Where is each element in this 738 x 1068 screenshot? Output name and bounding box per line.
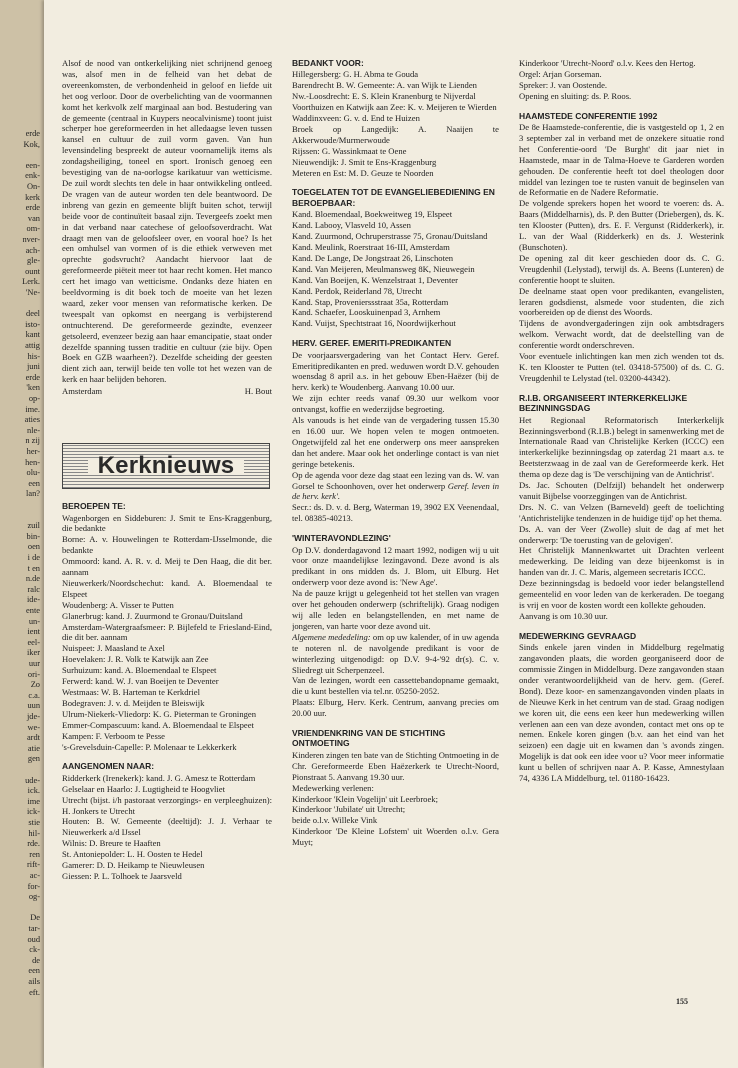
emeriti-contact: Secr.: ds. D. v. d. Berg, Waterman 19, 3902 EX Veenendaal, tel. 08385-40213. bbox=[292, 502, 499, 524]
previous-page-fragment: her- bbox=[26, 447, 40, 456]
previous-page-fragment: nver- bbox=[22, 235, 40, 244]
heading-aangenomen: AANGENOMEN NAAR: bbox=[62, 761, 155, 772]
heading-winteravondlezing: 'WINTERAVONDLEZING' bbox=[292, 533, 391, 544]
previous-page-fragment: og- bbox=[28, 892, 40, 902]
previous-page-fragment: een bbox=[28, 478, 40, 488]
previous-page-fragment: t en bbox=[27, 563, 40, 573]
beroepen-list: Wagenborgen en Siddeburen: J. Smit te Ens-Kraggenburg, die bedankte Borne: A. v. Houwelingen te Rotterdam-IJsselmonde, die bedankte Ommoord: kand. A. R. v. d. Meij te Den Haag, die dit ber. aannam Nieuwerkerk/Noordschechut: kand. A. Bloemendaal te Elspeet Woudenberg: A. Visser te Putten Glanerbrug: kand. J. Zuurmond te Gronau/Duitsland Amsterdam-Watergraafsmeer: P. Bijlefeld te Friesland-Eind, die dit ber. aannam Nuispeet: J. Maasland te Axel Hoevelaken: J. R. Volk te Katwijk aan Zee Surhuizum: kand. A. Bloemendaal te Elspeet Ferwerd: kand. W. J. van Boeijen te Deventer Westmaas: W. B. Harteman te Kerkdriel Bodegraven: J. v. d. Meijden te Bleiswijk Ulrum-Niekerk-Vliedorp: K. G. Pieterman te Groningen Emmer-Compascuum: kand. A. Bloemendaal te Elspeet Kampen: F. Verboom te Pesse 's-Grevelsduin-Capelle: P. Molenaar te Lekkerkerk bbox=[62, 512, 272, 752]
previous-page-fragment: c.a. bbox=[28, 690, 40, 700]
previous-page-fragment: Lerk. bbox=[22, 277, 40, 287]
emeriti-text bbox=[292, 350, 499, 525]
previous-page-fragment: ori- bbox=[27, 669, 40, 679]
previous-page-fragment: zuil bbox=[27, 521, 40, 531]
section-title: Kerknieuws bbox=[88, 459, 245, 474]
previous-page-fragment: rde. bbox=[27, 839, 40, 849]
previous-page-fragment: ralc bbox=[27, 584, 40, 594]
previous-page-fragment: ach- bbox=[25, 245, 40, 255]
previous-page-fragment: ick. bbox=[27, 786, 40, 796]
previous-page-fragment: atie bbox=[27, 743, 40, 753]
previous-page-fragment: ude- bbox=[25, 775, 40, 785]
column-1 bbox=[62, 58, 272, 882]
previous-page-fragment: enk- bbox=[25, 171, 40, 181]
previous-page-fragment: ime bbox=[27, 796, 40, 806]
previous-page-fragment: 'Ne- bbox=[25, 288, 40, 297]
previous-page-fragment: van bbox=[27, 213, 40, 223]
emeriti-topic: Geref. leven in de herv. kerk'. bbox=[292, 480, 499, 502]
previous-page-fragment: oud bbox=[27, 934, 40, 944]
previous-page-fragment: un- bbox=[28, 616, 40, 626]
heading-rib: R.I.B. ORGANISEERT INTERKERKELIJKE BEZINNINGSDAG bbox=[519, 392, 688, 414]
previous-page-fragment: rift- bbox=[26, 860, 40, 870]
previous-page-fragment: we- bbox=[27, 722, 40, 732]
previous-page-fragment: oen bbox=[27, 542, 40, 552]
previous-page-fragment: uur bbox=[28, 659, 40, 668]
magazine-page bbox=[44, 0, 738, 1068]
previous-page-fragment: bin- bbox=[26, 531, 40, 541]
previous-page-fragment: uun bbox=[27, 701, 40, 711]
previous-page-fragment: ente bbox=[26, 606, 40, 615]
rib-text: Het Regionaal Reformatorisch Interkerkelijk Bezinningsverbond (R.I.B.) belegt in samenwerking met de Internationale Raad van Christelijke Kerken (ICCC) een interkerkelijke bezinningsdag op zaterdag 21 maart a.s. te Beetsterzwaag in de zaal van de Gereformeerde kerk. Het thema op deze dag is 'De verschijning van de Antichrist'. Ds. Jac. Schouten (Delfzijl) behandelt het onderwerp vanuit Bijbelse voorzeggingen van de Antichrist. Drs. N. C. van Velzen (Barneveld) geeft de toelichting 'Antichristelijke tendenzen in de huidige tijd' op het thema. Ds. A. van der Veer (Zwolle) sluit de dag af met het onderwerp: 'De toerusting van de gelovigen'. Het Christelijk Mannenkwartet uit Drachten verleent medewerking. De leiding van deze bijeenkomst is in handen van dr. J. C. Maris, algemeen secretaris ICCC. Deze bezinningsdag is bedoeld voor ieder belangstellend gemeentelid en voor leden van de kerkeraden. De toegang is vrij en voor de kosten wordt een kollekte gehouden. Aanvang is om 10.30 uur. bbox=[519, 414, 724, 621]
previous-page-fragment: ails bbox=[28, 977, 40, 986]
previous-page-fragment: om- bbox=[26, 224, 40, 234]
haamstede-text: De 8e Haamstede-conferentie, die is vastgesteld op 1, 2 en 3 september zal in verband met de onzekere situatie rond het Conferentie-oord 'De Burght' dit jaar niet in Haamstede, maar in de Talma-Hoeve te Garderen worden gehouden. De conferentie heeft tot doel theologen door middel van lezingen toe te rusten vanuit de beginselen van de Reformatie en de Nadere Reformatie. De volgende sprekers hopen het woord te voeren: ds. A. Baars (Middelharnis), ds. P. den Butter (Driebergen), ds. K. ten Klooster (Putten), drs. E. F. Vergunst (Ridderkerk), ir. L. van der Waal (Ridderkerk) en ds. J. Westerink (Bunschoten). De opening zal dit keer geschieden door ds. C. G. Vreugdenhil (Lelystad), terwijl ds. A. Beens (Lunteren) de conferentie hoopt te sluiten. De deelname staat open voor predikanten, evangelisten, leraren godsdienst, alsmede voor studenten, die zich voorbereiden op de dienst des Woords. Tijdens de avondvergaderingen zijn ook ambtsdragers welkom. Verwacht wordt, dat de deelstelling van de conferentie wordt onderschreven. Voor eventuele inlichtingen kan men zich wenden tot ds. K. ten Klooster te Putten (tel. 03418-57500) of ds. C. G. Vreugdenhil te Lelystad (tel. 03200-44342). bbox=[519, 122, 724, 383]
emeriti-body: De voorjaarsvergadering van het Contact Herv. Geref. Emeritipredikanten en pred. weduwen wordt D.V. gehouden woensdag 8 april a.s. in het gebouw Eben-Haëzer (bij de herv. kerk) te Woudenberg. Aanvang 10.00 uur. We zijn echter reeds vanaf 09.30 uur welkom voor ontvangst, koffie en wederzijdse begroeting. Als vanouds is het einde van de vergadering tussen 15.30 en 16.00 uur. We hopen velen te mogen ontmoeten. Ongetwijfeld zal het ene onderwerp ons meer aanspreken dan het andere. Maar ook het onderlinge contact is van niet geringe betekenis. Op de agenda voor deze dag staat een lezing van ds. W. van Gorsel te Schoonhoven, over het onderwerp bbox=[292, 349, 499, 491]
previous-page-fragment: n zij bbox=[25, 436, 40, 446]
previous-page-fragment: ac- bbox=[29, 871, 40, 880]
previous-page-fragment: isto- bbox=[25, 319, 40, 329]
signature-author: H. Bout bbox=[244, 386, 272, 397]
previous-page-fragment: juni bbox=[26, 362, 40, 372]
heading-bedankt: BEDANKT VOOR: bbox=[292, 58, 364, 68]
previous-page-fragment: een- bbox=[25, 160, 40, 170]
previous-page-fragment: stie bbox=[28, 818, 40, 827]
column-2 bbox=[292, 58, 499, 848]
previous-page-fragment: de bbox=[32, 955, 40, 965]
page-number: 155 bbox=[676, 997, 688, 1006]
previous-page-fragment: Kok, bbox=[23, 139, 40, 149]
previous-page-fragment: erde bbox=[25, 372, 40, 382]
previous-page-fragment: hen- bbox=[25, 457, 40, 467]
previous-page-fragment: lan? bbox=[26, 489, 40, 499]
heading-emeriti: HERV. GEREF. EMERITI-PREDIKANTEN bbox=[292, 338, 452, 349]
heading-medewerking: MEDEWERKING GEVRAAGD bbox=[519, 630, 637, 641]
medewerking-text: Sinds enkele jaren vinden in Middelburg regelmatig zangavonden plaats, die worden georganiseerd door de commissie Zingen in Middelburg. Deze zangavonden staan onder verantwoordelijkheid van de herv. gem. (Geref. Bond). Deze koor- en samenzangavonden vinden plaats in de Nieuwe Kerk in het centrum van de stad. Graag nodigen we koren uit, die eens een keer hun medewerking willen verlenen aan een van deze avonden, contact met ons op te nemen. Enkele koren gingen (b.v. aan het eind van het seizoen) een dagje uit en kwamen dan 's avonds zingen. Mogelijk is dat ook een idee voor u? Voor meer informatie kunt u bellen of schrijven naar A. P. Kasse, Amnestylaan 74, 4336 LA Middelburg, tel. 01180-16423. bbox=[519, 642, 724, 784]
winter-text bbox=[292, 545, 499, 720]
heading-toegelaten: TOEGELATEN TOT DE EVANGELIEBEDIENING EN BEROEPBAAR: bbox=[292, 187, 495, 208]
review-signature bbox=[62, 386, 272, 397]
previous-page-fragment: jde- bbox=[26, 712, 40, 721]
previous-page-fragment: On- bbox=[26, 182, 40, 191]
previous-page-fragment: De bbox=[30, 913, 40, 923]
stichting-continued: Kinderkoor 'Utrecht-Noord' o.l.v. Kees den Hertog. Orgel: Arjan Gorseman. Spreker: J. van Oostende. Opening en sluiting: ds. P. Roos. bbox=[519, 58, 696, 101]
previous-page-fragment: ardt bbox=[26, 733, 40, 743]
heading-beroepen: BEROEPEN TE: bbox=[62, 501, 126, 512]
previous-page-fragment: i de bbox=[27, 553, 40, 562]
previous-page-fragment: for- bbox=[27, 881, 40, 891]
previous-page-fragment: attig bbox=[25, 341, 40, 350]
winter-body: Op D.V. donderdagavond 12 maart 1992, nodigen wij u uit voor onze maandelijkse lezingavond. Deze avond is als predikant in ons midden ds. J. Blom, uit Elburg. Het onderwerp voor deze avond is: 'New Age'. Na de pauze krijgt u gelegenheid tot het stellen van vragen over het gehouden onderwerp (schriftelijk). Graag nodigen wij alle leden en belangstellenden, en met name de jongeren, van harte voor deze avond uit. bbox=[292, 544, 499, 631]
previous-page-fragment: his- bbox=[27, 351, 40, 361]
previous-page-fragment: nle- bbox=[26, 425, 40, 435]
previous-page-edge bbox=[0, 0, 45, 1068]
previous-page-fragment: ount bbox=[25, 266, 40, 276]
previous-page-fragment: gle- bbox=[26, 256, 40, 266]
book-review-text: Alsof de nood van ontkerkelijking niet schrijnend genoeg was, alsof men in de felheid van het debat de overeenkomsten, de verbondenheid in geloof en liefde uit het oog verloor. Door de overbelichting van de voormannen komt het kerkvolk zelf marginaal aan bod. Bestudering van de gemeente (centraal in Kuypers neocalvinisme) toont juist scherper hoe gereformeerden in het alledaagse leven tussen kansel en cultuur de zuil vorm gaven. Van hun levensindeling bespreekt de auteur voornamelijk items als zondagsheiliging, toneel en sport. Ironisch genoeg een bevestiging van de na-oorlogse karikatuur van wetticisme. De zuil wordt slechts ten dele in haar ontwikkeling ontleed. De vragen van de auteur worden ten dele beantwoord. De inbreng van gezin en gemeente blijft buiten schot, terwijl beide voor de continuïteit basaal zijn. Tevergeefs zoekt men in dat verband naar catechese of geloofsoverdracht. Wat draagt men van de geloofsleer over, en vooral hoe? Is het een omhulsel van vormen of is die ethiek verweven met oprechte godsvrucht? Aandacht hiervoor laat de gereformeerde piëteit meer tot haar recht komen. Het manco cert het imago van wetticisme. Ondanks deze hiaten en beeldvorming is dit boek toch de moeite van het lezen waard, zeker voor mensen van reformatische kerken. De tweespalt van opkomst en neergang is verbijsterend ontnuchterend. De gereformeerde gezindte, evenzeer getsoleerd, evenzeer bezig aan haar emancipatie, staat onder dezelfde spanning tussen traditie en cultuur (zie bijv. Open Boek en GZB waarheen?). Dezelfde scheiding der geesten dient zich aan, terwijl beide ten volle tot het wezen van de kerk en haar belijden behoren. bbox=[62, 58, 272, 385]
previous-page-fragment: olu- bbox=[26, 468, 40, 478]
previous-page-fragment: ient bbox=[27, 627, 40, 637]
winter-notice-label: Algemene mededeling: bbox=[292, 631, 371, 642]
previous-page-fragment: erde bbox=[25, 129, 40, 138]
previous-page-fragment: erde bbox=[25, 203, 40, 213]
previous-page-fragment: Zo bbox=[30, 680, 40, 690]
previous-page-fragment: op- bbox=[28, 394, 40, 403]
previous-page-fragment: aties bbox=[24, 415, 40, 425]
previous-page-fragment: ren bbox=[29, 849, 40, 859]
previous-page-fragment: hil- bbox=[28, 828, 40, 838]
previous-page-fragment: ide- bbox=[26, 595, 40, 605]
winter-notice: om op uw kalender, of in uw agenda te noteren nl. de navolgende predikant is voor de winterlezing uitgenodigd: op D.V. 9-4-'92 dr(s). C. v. Sliedregt uit Scherpenzeel. Van de lezingen, wordt een cassettebandopname gemaakt, die u kunt bestellen via tel.nr. 05250-2052. Plaats: Elburg, Herv. Kerk. Centrum, aanvang precies om 20.00 uur. bbox=[292, 631, 499, 719]
previous-page-fragment: ime. bbox=[25, 404, 40, 414]
previous-page-fragment: 'ken bbox=[26, 383, 40, 393]
previous-page-fragment: n.de bbox=[25, 574, 40, 584]
previous-page-fragment: ck- bbox=[29, 945, 40, 955]
previous-page-fragment: eel- bbox=[27, 637, 40, 647]
heading-haamstede: HAAMSTEDE CONFERENTIE 1992 bbox=[519, 110, 658, 121]
previous-page-fragment: eft. bbox=[29, 987, 40, 997]
aangenomen-list: Ridderkerk (Irenekerk): kand. J. G. Amesz te Rotterdam Gelselaar en Haarlo: J. Lugtigheid te Hoogvliet Utrecht (bijst. i/h pastoraat verzorgings- en verpleeghuizen): H. Jonkers te Utrecht Houten: B. W. Gemeente (deeltijd): J. J. Verhaar te Nieuwerkerk a/d IJssel Wilnis: D. Breure te Haaften St. Antoniepolder: L. H. Oosten te Hedel Gamerer: D. D. Heikamp te Nieuwleusen Giessen: P. L. Tolhoek te Jaarsveld bbox=[62, 772, 272, 881]
heading-stichting: VRIENDENKRING VAN DE STICHTING ONTMOETING bbox=[292, 728, 446, 749]
column-3 bbox=[519, 58, 724, 784]
previous-page-fragment: kant bbox=[25, 330, 40, 340]
previous-page-fragment: ick- bbox=[26, 807, 40, 817]
section-banner bbox=[62, 443, 270, 489]
previous-page-fragment: tar- bbox=[28, 924, 40, 933]
previous-page-fragment: deel bbox=[26, 309, 40, 319]
toegelaten-list: Kand. Bloemendaal, Boekweitweg 19, Elspeet Kand. Labooy, Vlasveld 10, Assen Kand. Zuurmond, Ochruperstrasse 75, Gronau/Duitsland Kand. Meulink, Roerstraat 16-III, Amsterdam Kand. De Lange, De Jongstraat 26, Linschoten Kand. Van Meijeren, Meulmansweg 8K, Nieuwegein Kand. Van Boeijen, K. Wenzelstraat 1, Deventer Kand. Perdok, Reiderland 78, Utrecht Kand. Stap, Provenierssstraat 35a, Rotterdam Kand. Schaefer, Looskuinenpad 3, Arnhem Kand. Vuijst, Spechtstraat 16, Noordwijkerhout bbox=[292, 209, 488, 329]
signature-place: Amsterdam bbox=[62, 386, 103, 397]
stichting-text: Kinderen zingen ten bate van de Stichting Ontmoeting in de Chr. Gereformeerde Eben Haëzerkerk te Utrecht-Noord, Pionstraat 5. Aanvang 19.30 uur. Medewerking verlenen: Kinderkoor 'Klein Vogelijn' uit Leerbroek; Kinderkoor 'Jubilate' uit Utrecht; beide o.l.v. Willeke Vink Kinderkoor 'De Kleine Lofstem' uit Woerden o.l.v. Gera Muyt; bbox=[292, 749, 499, 848]
previous-page-fragment: iker bbox=[26, 648, 40, 658]
previous-page-fragment: kerk bbox=[25, 192, 40, 202]
previous-page-fragment: gen bbox=[27, 754, 40, 764]
bedankt-list: Hillegersberg: G. H. Abma te Gouda Barendrecht B. W. Gemeente: A. van Wijk te Lienden Nw.-Loosdrecht: E. S. Klein Kranenburg te Nijverdal Voorthuizen en Katwijk aan Zee: K. v. Meijeren te Wierden Waddinxveen: G. v. d. End te Huizen Broek op Langedijk: A. Naaijen te Akkerwoude/Murmerwoude Rijssen: G. Wassinkmaat te Oene Nieuwendijk: J. Smit te Ens-Kraggenburg Meteren en Est: M. D. Geuze te Noorden bbox=[292, 69, 499, 178]
previous-page-fragment: een bbox=[28, 966, 40, 976]
